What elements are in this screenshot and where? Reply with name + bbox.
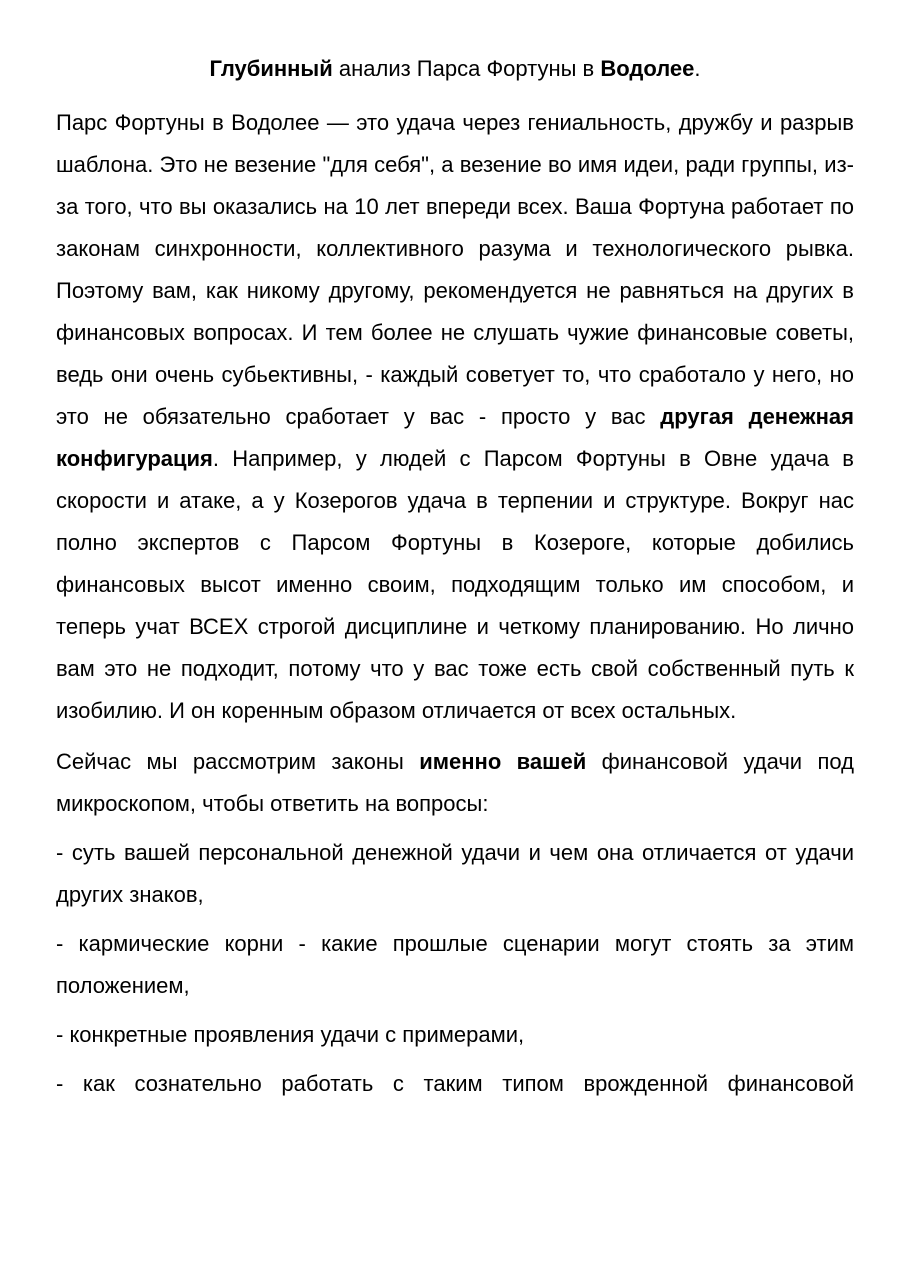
list-item: - кармические корни - какие прошлые сценарии могут стоять за этим положением, (56, 931, 854, 998)
list-item: - конкретные проявления удачи с примерами, (56, 1022, 525, 1047)
paragraph-questions-bold: именно вашей (419, 749, 587, 774)
page-title (56, 53, 854, 85)
list-item: - как сознательно работать с таким типом врожденной финансовой (56, 1071, 854, 1096)
list-item: - суть вашей персональной денежной удачи и чем она отличается от удачи других знаков, (56, 840, 854, 907)
paragraph-intro (56, 102, 854, 732)
paragraph-intro-bold: другая денежная конфигурация (56, 404, 854, 471)
title-bold-word: Глубинный (209, 56, 333, 81)
paragraph-questions-text-2: финансовой удачи под микроскопом, чтобы ответить на вопросы: (56, 749, 854, 816)
paragraph-questions-intro (56, 741, 854, 825)
paragraph-questions-text-1: Сейчас мы рассмотрим законы (56, 749, 420, 774)
title-text: анализ Парса Фортуны в (332, 56, 601, 81)
title-bold-sign: Водолее (600, 56, 695, 81)
paragraph-intro-text-1: Парс Фортуны в Водолее — это удача через гениальность, дружбу и разрыв шаблона. Это не везение "для себя", а везение во имя идеи, ради группы, из-за того, что вы оказались на 10 лет впереди всех. Ваша Фортуна работает по законам синхронности, коллективного разума и технологического рывка. Поэтому вам, как никому другому, рекомендуется не равняться на других в финансовых вопросах. И тем более не слушать чужие финансовые советы, ведь они очень субьективны, - каждый советует то, что сработало у него, но это не обязательно сработает у вас - просто у вас (56, 110, 854, 429)
paragraph-intro-text-2: . Например, у людей с Парсом Фортуны в Овне удача в скорости и атаке, а у Козерогов удача в терпении и структуре. Вокруг нас полно экспертов с Парсом Фортуны в Козероге, которые добились финансовых высот именно своим, подходящим только им способом, и теперь учат ВСЕХ строгой дисциплине и четкому планированию. Но лично вам это не подходит, потому что у вас тоже есть свой собственный путь к изобилию. И он коренным образом отличается от всех остальных. (56, 446, 854, 723)
title-period: . (694, 56, 701, 81)
